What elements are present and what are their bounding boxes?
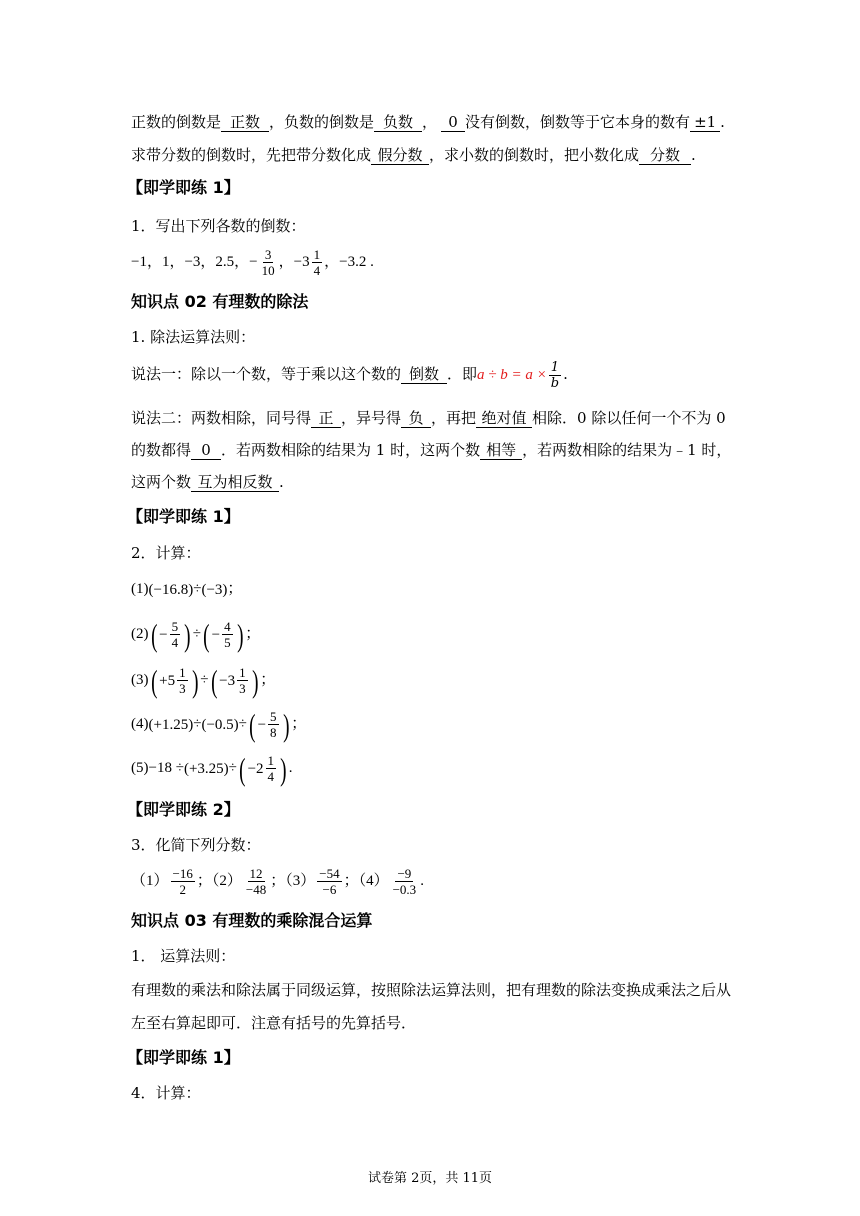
text: ；	[291, 716, 307, 732]
text: .	[720, 113, 725, 131]
practice-heading: 【即学即练 1】	[127, 1048, 240, 1067]
denominator: 10	[261, 263, 275, 279]
denominator: −6	[322, 882, 337, 898]
text: ；	[260, 672, 276, 688]
text: ；	[227, 581, 243, 597]
method-two-line	[131, 408, 726, 428]
text: .	[420, 873, 424, 889]
text: .	[563, 365, 568, 383]
operator: ÷	[193, 716, 202, 732]
numerator: 1	[179, 665, 186, 681]
text: ，再把	[431, 409, 477, 427]
denominator: 8	[270, 725, 277, 741]
fraction	[268, 709, 279, 740]
expression-2	[131, 614, 260, 655]
expression-1	[131, 574, 242, 605]
expression-5	[131, 748, 292, 789]
text: 相除．0 除以任何一个不为 0	[532, 409, 726, 427]
question-1: 1．写出下列各数的倒数：	[131, 217, 306, 235]
paren-group: ( +1.25 )	[149, 705, 194, 745]
reciprocal-rule-line	[131, 112, 725, 132]
label: (1)	[131, 581, 149, 597]
paren-group: ( −16.8 )	[149, 575, 194, 605]
text: 求带分数的倒数时，先把带分数化成	[131, 146, 372, 164]
denominator: 4	[267, 769, 275, 785]
paren-group: ( −0.5 )	[201, 705, 238, 745]
text: +3.25	[188, 760, 224, 777]
label: ；（3）	[270, 873, 316, 889]
label: (4)	[131, 716, 149, 732]
fraction	[222, 619, 233, 650]
text: +1.25	[153, 716, 189, 733]
text: ．若两数相除的结果为 1 时，这两个数	[221, 441, 481, 459]
label: (2)	[131, 626, 149, 642]
text: −3	[219, 672, 236, 689]
fraction	[260, 247, 277, 278]
text: .	[288, 760, 293, 776]
label: (5)	[131, 760, 149, 776]
answer-blank: 负数	[374, 113, 422, 132]
text: ，负数的倒数是	[269, 113, 375, 131]
numerator: 1	[267, 753, 275, 769]
text: ，−3.2 .	[324, 254, 374, 270]
mixed-number-rule-line	[131, 145, 696, 165]
division-rule-heading: 1. 除法运算法则：	[131, 328, 256, 346]
paren-group: ( − $\frac{4}{5}$ )	[203, 616, 244, 653]
text: ，求小数的倒数时，把小数化成	[429, 146, 640, 164]
text: .	[279, 473, 284, 491]
denominator: −0.3	[392, 882, 417, 898]
answer-blank: 正	[311, 409, 341, 428]
label: ；（2）	[196, 873, 242, 889]
practice-heading: 【即学即练 1】	[127, 507, 240, 526]
paragraph-line-2: 左至右算起即可．注意有括号的先算括号．	[131, 1014, 417, 1032]
numerator: 3	[264, 247, 272, 263]
denominator: 5	[224, 635, 231, 651]
denominator: 4	[171, 635, 179, 651]
fraction	[312, 247, 323, 278]
numerator: 12	[249, 866, 263, 882]
text: ，异号得	[341, 409, 402, 427]
operator: ÷	[192, 626, 202, 642]
answer-blank: 0	[191, 441, 221, 460]
operator: ÷	[200, 672, 209, 688]
text: −	[211, 626, 221, 643]
text: −18 ÷	[148, 760, 184, 776]
question-1-numbers	[131, 244, 374, 280]
paren-group: ( −2 $\frac{1}{4}$ )	[239, 750, 287, 787]
question-2: 2．计算：	[131, 544, 201, 562]
answer-blank: 绝对值	[476, 409, 532, 428]
answer-blank: 倒数	[401, 365, 447, 384]
text: ，	[422, 113, 438, 131]
fraction	[177, 665, 188, 696]
answer-blank: 0	[441, 113, 465, 132]
fraction	[237, 665, 248, 696]
paren-group: ( − $\frac{5}{8}$ )	[249, 706, 290, 743]
practice-heading: 【即学即练 1】	[127, 178, 240, 197]
text: −	[159, 626, 168, 643]
numerator: 1	[550, 359, 560, 375]
numerator: 1	[313, 247, 321, 263]
answer-blank: 负	[401, 409, 431, 428]
question-3: 3．化简下列分数：	[131, 836, 261, 854]
answer-blank: 分数	[639, 146, 691, 165]
denominator: 2	[179, 882, 186, 898]
text: 正数的倒数是	[131, 113, 222, 131]
text: −3	[206, 581, 223, 598]
label: （1）	[131, 873, 169, 889]
label: ；（4）	[343, 873, 389, 889]
operator: ÷	[193, 581, 202, 597]
numerator: −9	[397, 866, 412, 882]
paren-group: ( +5 $\frac{1}{3}$ )	[150, 662, 199, 699]
paren-group: ( − $\frac{5}{4}$ )	[150, 616, 191, 653]
numerator: −16	[172, 866, 193, 882]
text: ；	[245, 626, 261, 642]
question-3-fractions	[131, 862, 424, 900]
denominator: 3	[239, 681, 246, 697]
fraction	[244, 866, 268, 897]
paren-group: ( −3 )	[201, 575, 227, 605]
fraction	[266, 753, 277, 784]
denominator: −48	[245, 882, 267, 898]
answer-blank: 相等	[480, 441, 522, 460]
answer-blank: 正数	[221, 113, 269, 132]
practice-heading: 【即学即练 2】	[127, 800, 240, 819]
operator: ÷	[238, 716, 247, 732]
method-two-line-3	[131, 472, 284, 492]
text: 这两个数	[131, 473, 192, 491]
answer-blank: ±1	[690, 113, 720, 132]
text: −0.5	[206, 716, 234, 733]
expression-3	[131, 660, 275, 701]
text: 没有倒数，倒数等于它本身的数有	[465, 113, 691, 131]
numerator: 1	[239, 665, 246, 681]
operator: ÷	[228, 760, 237, 776]
denominator: 3	[179, 681, 186, 697]
fraction	[317, 866, 341, 897]
question-4: 4．计算：	[131, 1084, 201, 1102]
operation-rule-heading: 1． 运算法则：	[131, 947, 236, 965]
expression-4	[131, 704, 306, 745]
paren-group: ( −3 $\frac{1}{3}$ )	[210, 662, 259, 699]
text: +5	[159, 672, 176, 689]
paragraph-line-1: 有理数的乘法和除法属于同级运算，按照除法运算法则，把有理数的除法变换成乘法之后从	[131, 981, 732, 999]
answer-blank: 互为相反数	[191, 473, 279, 492]
numerator: 4	[224, 619, 231, 635]
numerator: 5	[270, 709, 277, 725]
denominator: 4	[313, 263, 321, 279]
text: −16.8	[153, 581, 189, 598]
text: 的数都得	[131, 441, 192, 459]
numerator: 5	[171, 619, 179, 635]
text: ．即	[447, 365, 478, 383]
text: −	[257, 716, 267, 733]
numerator: −54	[319, 866, 340, 882]
text: ，若两数相除的结果为﹣1 时，	[522, 441, 732, 459]
text: ，−3	[278, 254, 310, 270]
paren-group: ( +3.25 )	[184, 749, 229, 789]
fraction	[171, 866, 195, 897]
text: 说法二：两数相除，同号得	[131, 409, 312, 427]
label: (3)	[131, 672, 149, 688]
text: .	[691, 146, 696, 164]
text: −2	[247, 760, 264, 777]
formula: a ÷ b = a ×	[477, 367, 547, 383]
answer-blank: 假分数	[371, 146, 429, 165]
denominator: b	[550, 375, 560, 391]
knowledge-point-2-title: 知识点 02 有理数的除法	[131, 292, 309, 311]
fraction	[549, 360, 561, 391]
text: −1，1，−3，2.5，−	[131, 254, 258, 270]
text: 说法一：除以一个数，等于乘以这个数的	[131, 365, 402, 383]
method-two-line-2	[131, 440, 731, 460]
fraction	[170, 619, 181, 650]
page-footer: 试卷第 2页，共 11页	[367, 1171, 493, 1186]
fraction	[391, 866, 419, 897]
knowledge-point-3-title: 知识点 03 有理数的乘除混合运算	[131, 911, 373, 930]
method-one-line	[131, 356, 568, 393]
